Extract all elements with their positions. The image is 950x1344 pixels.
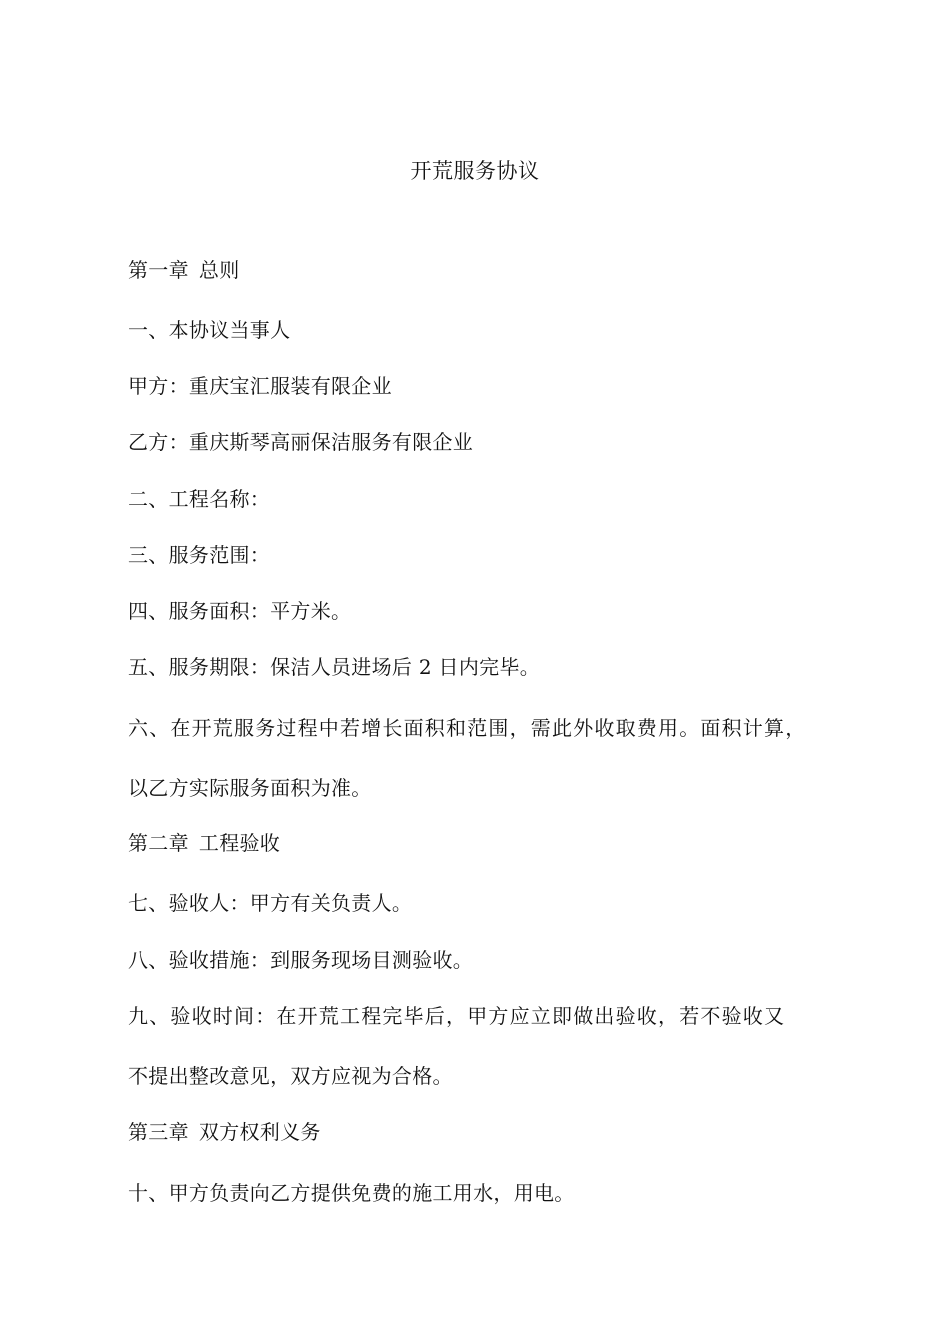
clause-5-service-term: 五、服务期限：保洁人员进场后 2 日内完毕。	[128, 655, 541, 679]
party-b: 乙方：重庆斯琴高丽保洁服务有限企业	[128, 430, 474, 454]
chapter-3-number: 第三章	[128, 1120, 189, 1144]
chapter-1-name: 总则	[198, 258, 240, 282]
clause-8-acceptance-method: 八、验收措施：到服务现场目测验收。	[128, 948, 474, 972]
clause-10-utilities: 十、甲方负责向乙方提供免费的施工用水，用电。	[128, 1181, 575, 1205]
clause-4-service-area: 四、服务面积：平方米。	[128, 599, 352, 623]
chapter-2-heading	[128, 829, 280, 857]
chapter-2-name: 工程验收	[198, 831, 281, 855]
document-title	[0, 156, 950, 186]
clause-1-parties: 一、本协议当事人	[128, 318, 291, 342]
clause-6-line-2: 以乙方实际服务面积为准。	[128, 776, 372, 800]
clause-3-service-scope: 三、服务范围：	[128, 543, 271, 567]
party-a: 甲方：重庆宝汇服装有限企业	[128, 374, 392, 398]
clause-9-line-1: 九、验收时间：在开荒工程完毕后，甲方应立即做出验收，若不验收又	[128, 1004, 786, 1028]
clause-9-line-2: 不提出整改意见，双方应视为合格。	[128, 1064, 453, 1088]
title-part-plain: 开荒	[410, 159, 454, 183]
clause-2-project-name: 二、工程名称：	[128, 487, 271, 511]
chapter-1-heading	[128, 256, 240, 284]
chapter-2-number: 第二章	[128, 831, 189, 855]
chapter-3-heading	[128, 1118, 321, 1146]
title-part-bold: 服务协议	[453, 159, 540, 183]
chapter-3-name: 双方权利义务	[198, 1120, 321, 1144]
chapter-1-number: 第一章	[128, 258, 189, 282]
clause-6-line-1: 六、在开荒服务过程中若增长面积和范围，需此外收取费用。面积计算，	[128, 716, 807, 740]
clause-7-acceptor: 七、验收人：甲方有关负责人。	[128, 891, 413, 915]
